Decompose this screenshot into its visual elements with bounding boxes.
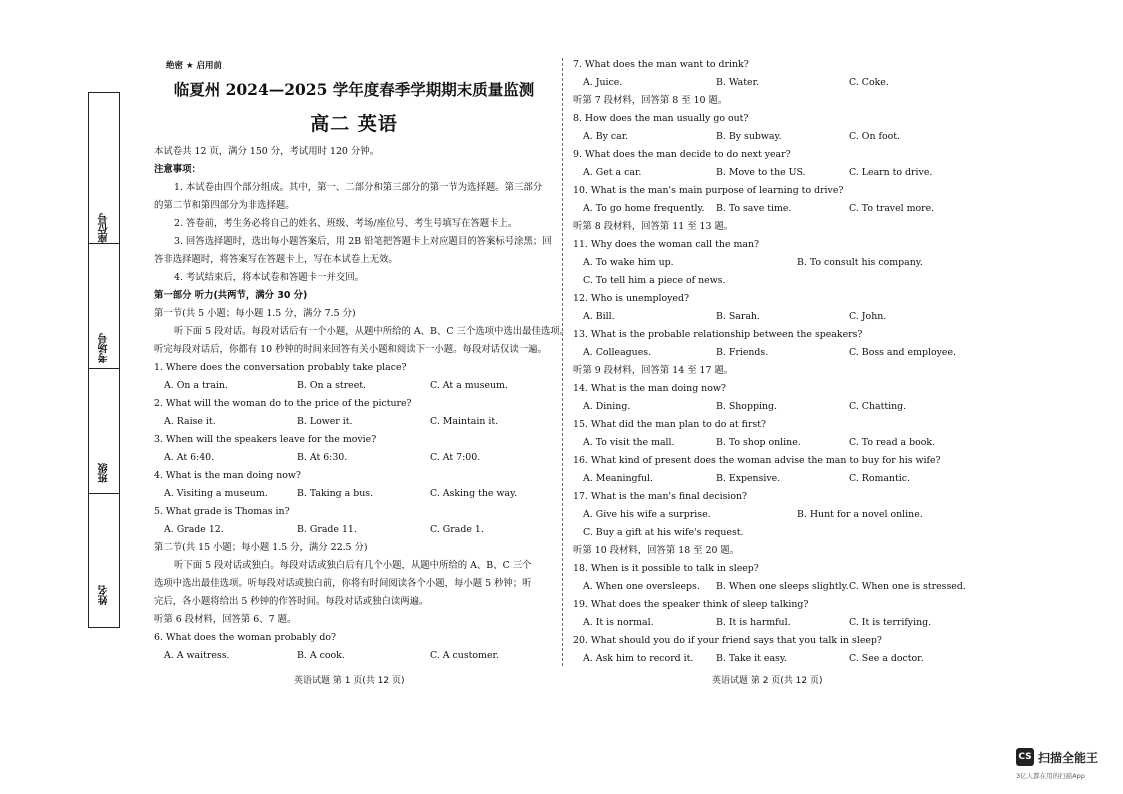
- option-a: A. Give his wife a surprise.: [583, 509, 711, 520]
- option-c: C. Buy a gift at his wife's request.: [583, 527, 744, 538]
- question-stem: 17. What is the man's final decision?: [573, 491, 748, 502]
- question-stem: 2. What will the woman do to the price of the picture?: [154, 398, 412, 409]
- option-b: B. Friends.: [716, 347, 769, 358]
- option-b: B. Lower it.: [297, 416, 353, 427]
- page-footer-right: 英语试题 第 2 页(共 12 页): [712, 676, 823, 686]
- option-a: A. To visit the mall.: [583, 437, 675, 448]
- section2-instructions: 听下面 5 段对话或独白。每段对话或独白后有几个小题，从题中所给的 A、B、C 三个: [174, 560, 532, 571]
- question-stem: 5. What grade is Thomas in?: [154, 506, 290, 517]
- question-stem: 14. What is the man doing now?: [573, 383, 726, 394]
- option-b: B. Move to the US.: [716, 167, 806, 178]
- option-c: C. A customer.: [430, 650, 499, 661]
- option-c: C. Romantic.: [849, 473, 911, 484]
- part1-title: 第一部分 听力(共两节，满分 30 分): [154, 290, 308, 301]
- cs-logo-icon: CS: [1016, 748, 1034, 766]
- notice-line: 1. 本试卷由四个部分组成。其中，第一、二部分和第三部分的第一节为选择题。第三部分: [174, 182, 543, 193]
- question-stem: 12. Who is unemployed?: [573, 293, 690, 304]
- option-a: A. Bill.: [583, 311, 615, 322]
- option-b: B. Taking a bus.: [297, 488, 374, 499]
- option-a: A. Colleagues.: [583, 347, 652, 358]
- confidential-mark: 绝密 ★ 启用前: [166, 61, 223, 71]
- option-a: A. Juice.: [583, 77, 623, 88]
- option-c: C. Maintain it.: [430, 416, 499, 427]
- section1-instructions: 听下面 5 段对话。每段对话后有一个小题，从题中所给的 A、B、C 三个选项中选出最佳选项。: [174, 326, 569, 337]
- section1-instructions: 听完每段对话后，你都有 10 秒钟的时间来回答有关小题和阅读下一小题。每段对话仅读一遍。: [154, 344, 547, 355]
- option-c: C. To tell him a piece of news.: [583, 275, 726, 286]
- exam-info: 本试卷共 12 页，满分 150 分，考试用时 120 分钟。: [154, 146, 379, 157]
- question-stem: 9. What does the man decide to do next year?: [573, 149, 791, 160]
- notice-line: 的第二节和第四部分为非选择题。: [154, 200, 295, 211]
- notice-line: 3. 回答选择题时，选出每小题答案后，用 2B 铅笔把答题卡上对应题目的答案标号涂黑；回: [174, 236, 552, 247]
- option-c: C. When one is stressed.: [849, 581, 966, 592]
- question-stem: 6. What does the woman probably do?: [154, 632, 337, 643]
- option-c: C. Coke.: [849, 77, 889, 88]
- option-c: C. It is terrifying.: [849, 617, 932, 628]
- question-stem: 1. Where does the conversation probably take place?: [154, 362, 407, 373]
- seat-number-label: 座位号: [98, 213, 110, 243]
- option-b: B. Grade 11.: [297, 524, 357, 535]
- question-stem: 18. When is it possible to talk in sleep?: [573, 563, 759, 574]
- option-b: B. To shop online.: [716, 437, 801, 448]
- option-c: C. See a doctor.: [849, 653, 924, 664]
- option-a: A. It is normal.: [583, 617, 654, 628]
- section2-instructions: 选项中选出最佳选项。听每段对话或独白前，你将有时间阅读各个小题，每小题 5 秒钟；听: [154, 578, 532, 589]
- option-a: A. Visiting a museum.: [164, 488, 268, 499]
- option-c: C. Grade 1.: [430, 524, 484, 535]
- option-b: B. When one sleeps slightly.: [716, 581, 849, 592]
- question-stem: 13. What is the probable relationship between the speakers?: [573, 329, 863, 340]
- material-heading: 听第 7 段材料，回答第 8 至 10 题。: [573, 95, 728, 106]
- option-b: B. Take it easy.: [716, 653, 787, 664]
- option-a: A. A waitress.: [164, 650, 230, 661]
- option-a: A. At 6:40.: [164, 452, 215, 463]
- question-stem: 7. What does the man want to drink?: [573, 59, 749, 70]
- option-b: B. Sarah.: [716, 311, 760, 322]
- option-b: B. On a street.: [297, 380, 367, 391]
- material-heading: 听第 8 段材料，回答第 11 至 13 题。: [573, 221, 734, 232]
- option-b: B. Water.: [716, 77, 760, 88]
- option-c: C. John.: [849, 311, 887, 322]
- option-a: A. Ask him to record it.: [583, 653, 694, 664]
- binding-strip: [88, 92, 120, 628]
- page-divider: [562, 58, 563, 666]
- question-stem: 10. What is the man's main purpose of learning to drive?: [573, 185, 844, 196]
- exam-title: 临夏州 2024—2025 学年度春季学期期末质量监测: [173, 80, 535, 99]
- option-a: A. Meaningful.: [583, 473, 654, 484]
- option-c: C. Learn to drive.: [849, 167, 933, 178]
- option-a: A. To go home frequently.: [583, 203, 705, 214]
- notice-title: 注意事项：: [154, 164, 201, 175]
- option-a: A. To wake him up.: [583, 257, 674, 268]
- scanner-tagline: 3亿人都在用的扫描App: [1016, 772, 1085, 780]
- name-label: 姓名: [98, 585, 110, 605]
- section1-title: 第一节(共 5 小题；每小题 1.5 分，满分 7.5 分): [154, 308, 356, 319]
- option-a: A. Raise it.: [164, 416, 216, 427]
- option-c: C. At 7:00.: [430, 452, 481, 463]
- option-c: C. To travel more.: [849, 203, 935, 214]
- option-a: A. Get a car.: [583, 167, 642, 178]
- material-heading: 听第 10 段材料，回答第 18 至 20 题。: [573, 545, 740, 556]
- option-b: B. To consult his company.: [797, 257, 923, 268]
- question-stem: 8. How does the man usually go out?: [573, 113, 749, 124]
- option-c: C. On foot.: [849, 131, 901, 142]
- option-b: B. By subway.: [716, 131, 782, 142]
- option-b: B. It is harmful.: [716, 617, 791, 628]
- option-b: B. Expensive.: [716, 473, 781, 484]
- option-b: B. To save time.: [716, 203, 792, 214]
- question-stem: 4. What is the man doing now?: [154, 470, 301, 481]
- option-a: A. Dining.: [583, 401, 631, 412]
- notice-line: 4. 考试结束后，将本试卷和答题卡一并交回。: [174, 272, 365, 283]
- section2-instructions: 完后，各小题将给出 5 秒钟的作答时间。每段对话或独白读两遍。: [154, 596, 429, 607]
- scanner-logo: [1016, 748, 1098, 766]
- question-stem: 20. What should you do if your friend says that you talk in sleep?: [573, 635, 882, 646]
- question-stem: 16. What kind of present does the woman advise the man to buy for his wife?: [573, 455, 941, 466]
- material-heading: 听第 9 段材料，回答第 14 至 17 题。: [573, 365, 734, 376]
- section2-title: 第二节(共 15 小题；每小题 1.5 分，满分 22.5 分): [154, 542, 368, 553]
- option-a: A. By car.: [583, 131, 629, 142]
- option-a: A. Grade 12.: [164, 524, 224, 535]
- option-a: A. On a train.: [164, 380, 228, 391]
- question-stem: 3. When will the speakers leave for the movie?: [154, 434, 377, 445]
- option-c: C. At a museum.: [430, 380, 508, 391]
- scanner-app-name: 扫描全能王: [1038, 750, 1099, 765]
- option-b: B. At 6:30.: [297, 452, 348, 463]
- exam-room-label: 考场号: [98, 333, 110, 363]
- material-heading: 听第 6 段材料，回答第 6、7 题。: [154, 614, 297, 625]
- exam-subtitle: 高二 英语: [310, 113, 398, 135]
- option-b: B. A cook.: [297, 650, 345, 661]
- notice-line: 2. 答卷前，考生务必将自己的姓名、班级、考场/座位号、考生号填写在答题卡上。: [174, 218, 518, 229]
- question-stem: 11. Why does the woman call the man?: [573, 239, 760, 250]
- option-c: C. Chatting.: [849, 401, 907, 412]
- notice-line: 答非选择题时，将答案写在答题卡上，写在本试卷上无效。: [154, 254, 398, 265]
- option-a: A. When one oversleeps.: [583, 581, 700, 592]
- option-c: C. To read a book.: [849, 437, 936, 448]
- option-c: C. Asking the way.: [430, 488, 518, 499]
- option-b: B. Hunt for a novel online.: [797, 509, 923, 520]
- page-footer-left: 英语试题 第 1 页(共 12 页): [294, 676, 405, 686]
- option-c: C. Boss and employee.: [849, 347, 956, 358]
- class-label: 班级: [98, 463, 110, 483]
- question-stem: 19. What does the speaker think of sleep talking?: [573, 599, 809, 610]
- question-stem: 15. What did the man plan to do at first?: [573, 419, 767, 430]
- option-b: B. Shopping.: [716, 401, 777, 412]
